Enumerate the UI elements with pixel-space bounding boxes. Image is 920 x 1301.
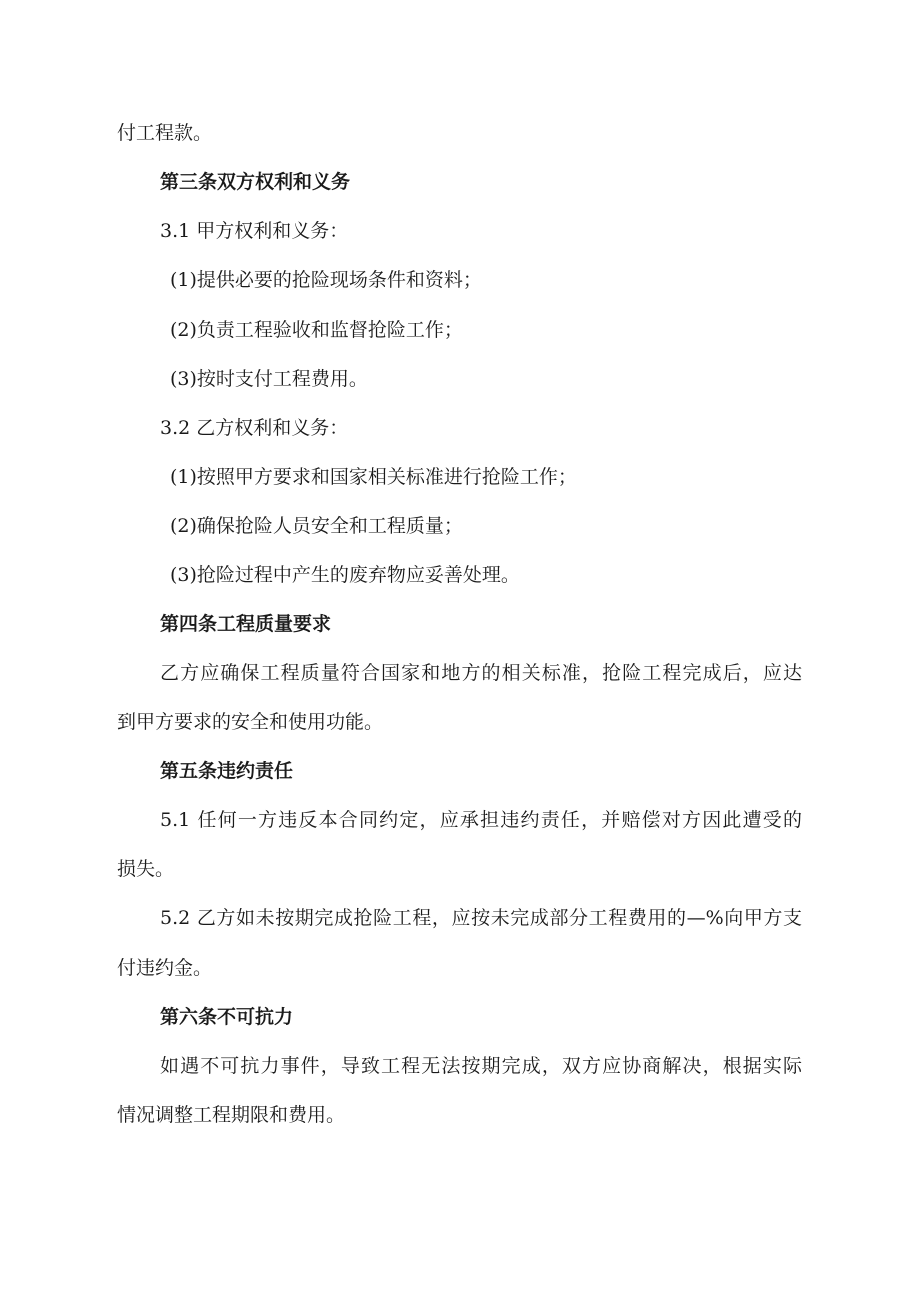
section-3-1-item-1: (1)提供必要的抢险现场条件和资料；: [170, 269, 482, 291]
article5-heading: 第五条违约责任: [160, 760, 294, 782]
article4-paragraph-line-1: 乙方应确保工程质量符合国家和地方的相关标准，抢险工程完成后，应达: [160, 662, 802, 684]
section-3-1-item-2: (2)负责工程验收和监督抢险工作；: [170, 319, 463, 341]
article6-paragraph-line-2: 情况调整工程期限和费用。: [117, 1104, 346, 1126]
article5-clause-2-line-1: 5.2 乙方如未按期完成抢险工程，应按未完成部分工程费用的—%向甲方支: [160, 907, 802, 929]
article3-heading: 第三条双方权利和义务: [160, 171, 351, 193]
section-3-2-item-2: (2)确保抢险人员安全和工程质量；: [170, 515, 463, 537]
article6-paragraph-line-1: 如遇不可抗力事件，导致工程无法按期完成，双方应协商解决，根据实际: [160, 1055, 802, 1077]
article5-clause-1-line-1: 5.1 任何一方违反本合同约定，应承担违约责任，并赔偿对方因此遭受的: [160, 809, 802, 831]
section-3-2-item-1: (1)按照甲方要求和国家相关标准进行抢险工作；: [170, 466, 577, 488]
section-3-2-title: 3.2 乙方权利和义务：: [160, 417, 349, 439]
article5-clause-1-line-2: 损失。: [117, 858, 175, 880]
article6-heading: 第六条不可抗力: [160, 1006, 294, 1028]
section-3-2-item-3: (3)抢险过程中产生的废弃物应妥善处理。: [170, 564, 520, 586]
section-3-1-item-3: (3)按时支付工程费用。: [170, 368, 368, 390]
article4-heading: 第四条工程质量要求: [160, 613, 332, 635]
article4-paragraph-line-2: 到甲方要求的安全和使用功能。: [117, 711, 384, 733]
article5-clause-2-line-2: 付违约金。: [117, 957, 213, 979]
intro-tail-text: 付工程款。: [117, 122, 213, 144]
section-3-1-title: 3.1 甲方权利和义务：: [160, 220, 349, 242]
